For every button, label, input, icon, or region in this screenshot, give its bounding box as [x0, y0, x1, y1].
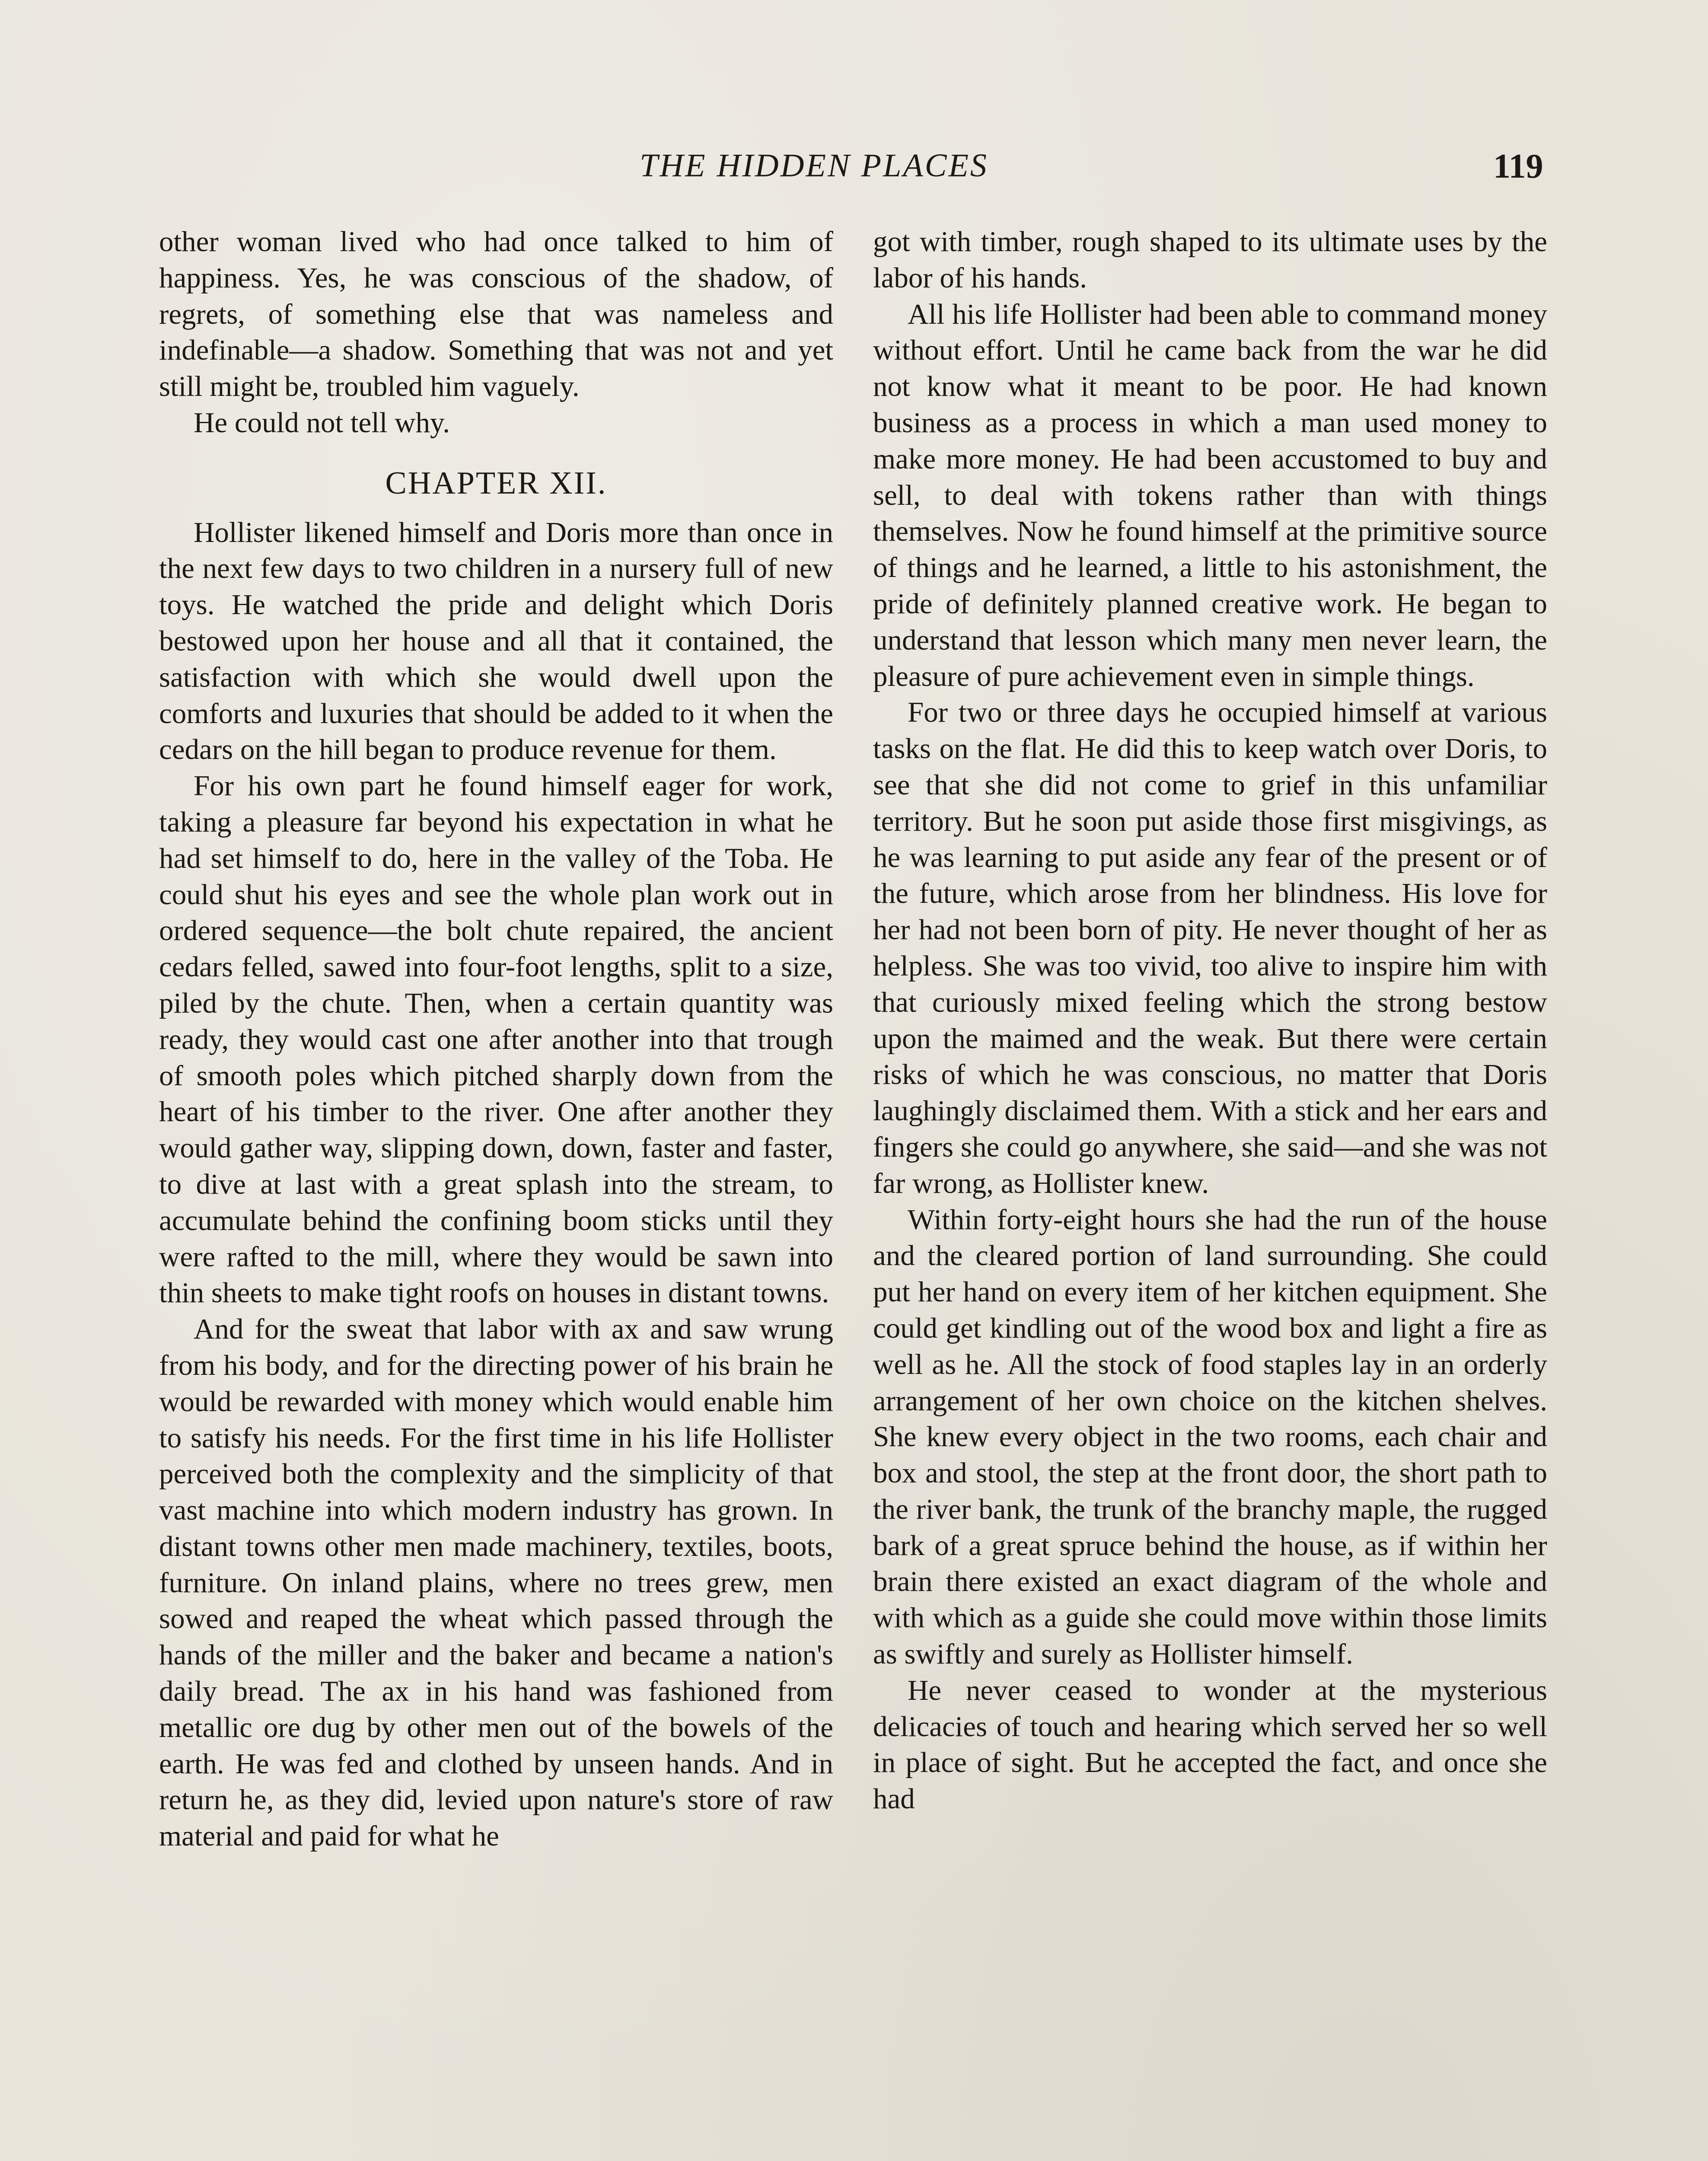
running-title: THE HIDDEN PLACES: [640, 147, 988, 184]
continued-paragraph: got with timber, rough shaped to its ultimate uses by the labor of his hands.: [873, 226, 1547, 294]
chapter-heading: CHAPTER XII.: [385, 465, 607, 501]
right-column: [873, 224, 1547, 1817]
paragraph: He could not tell why.: [194, 406, 450, 439]
left-column: [159, 224, 833, 1855]
continued-paragraph: other woman lived who had once talked to him of happiness. Yes, he was conscious of the shadow, of regrets, of something else that was nameless and indefinable—a shadow. Something that was not and yet still might be, troubled him vaguely.: [159, 226, 833, 403]
running-header: [0, 147, 1708, 194]
paragraph: For two or three days he occupied himself at various tasks on the flat. He did this to keep watch over Doris, to see that she did not come to grief in this unfamiliar territory. But he soon put aside those first misgivings, as he was learning to put aside any fear of the present or of the future, which arose from her blindness. His love for her had not been born of pity. He never thought of her as helpless. She was too vivid, too alive to inspire him with that curiously mixed feeling which the strong bestow upon the maimed and the weak. But there were certain risks of which he was conscious, no matter that Doris laughingly disclaimed them. With a stick and her ears and fingers she could go anywhere, she said—and she was not far wrong, as Hollister knew.: [873, 696, 1547, 1199]
page-number: 119: [1493, 147, 1543, 185]
paragraph: He never ceased to wonder at the mysterious delicacies of touch and hearing which served her so well in place of sight. But he accepted the fact, and once she had: [873, 1674, 1547, 1815]
paragraph: For his own part he found himself eager for work, taking a pleasure far beyond his expectation in what he had set himself to do, here in the valley of the Toba. He could shut his eyes and see the whole plan work out in ordered sequence—the bolt chute repaired, the ancient cedars felled, sawed into four-foot lengths, split to a size, piled by the chute. Then, when a certain quantity was ready, they would cast one after another into that trough of smooth poles which pitched sharply down from the heart of his timber to the river. One after another they would gather way, slipping down, down, faster and faster, to dive at last with a great splash into the stream, to accumulate behind the confining boom sticks until they were rafted to the mill, where they would be sawn into thin sheets to make tight roofs on houses in distant towns.: [159, 770, 833, 1309]
paragraph: And for the sweat that labor with ax and saw wrung from his body, and for the directing power of his brain he would be rewarded with money which would enable him to satisfy his needs. For the first time in his life Hollister perceived both the complexity and the simplicity of that vast machine into which modern industry has grown. In distant towns other men made machinery, textiles, boots, furniture. On inland plains, where no trees grew, men sowed and reaped the wheat which passed through the hands of the miller and the baker and became a nation's daily bread. The ax in his hand was fashioned from metallic ore dug by other men out of the bowels of the earth. He was fed and clothed by unseen hands. And in return he, as they did, levied upon nature's store of raw material and paid for what he: [159, 1313, 833, 1852]
paragraph: Hollister likened himself and Doris more than once in the next few days to two children in a nursery full of new toys. He watched the pride and delight which Doris bestowed upon her house and all that it contained, the satisfaction with which she would dwell upon the comforts and luxuries that should be added to it when the cedars on the hill began to produce revenue for them.: [159, 516, 833, 766]
paragraph: Within forty-eight hours she had the run of the house and the cleared portion of land surrounding. She could put her hand on every item of her kitchen equipment. She could get kindling out of the wood box and light a fire as well as he. All the stock of food staples lay in an orderly arrangement of her own choice on the kitchen shelves. She knew every object in the two rooms, each chair and box and stool, the step at the front door, the short path to the river bank, the trunk of the branchy maple, the rugged bark of a great spruce behind the house, as if within her brain there existed an exact diagram of the whole and with which as a guide she could move within those limits as swiftly and surely as Hollister himself.: [873, 1203, 1547, 1670]
paragraph: All his life Hollister had been able to command money without effort. Until he came back from the war he did not know what it meant to be poor. He had known business as a process in which a man used money to make more money. He had been accustomed to buy and sell, to deal with tokens rather than with things themselves. Now he found himself at the primitive source of things and he learned, a little to his astonishment, the pride of definitely planned creative work. He began to understand that lesson which many men never learn, the pleasure of pure achievement even in simple things.: [873, 298, 1547, 692]
